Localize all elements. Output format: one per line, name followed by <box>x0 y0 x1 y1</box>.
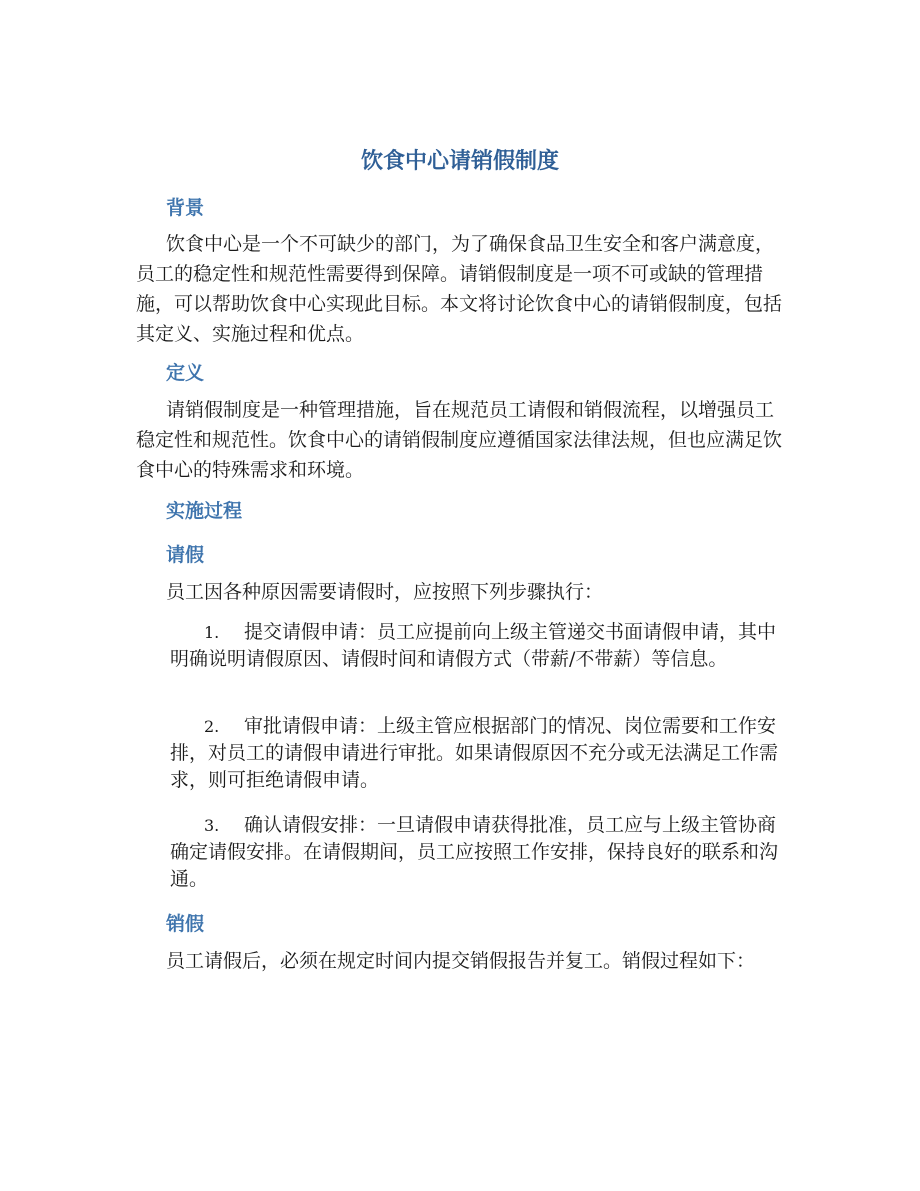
list-item <box>170 812 786 893</box>
list-item-number: 1. <box>204 623 220 642</box>
list-item-text: 提交请假申请：员工应提前向上级主管递交书面请假申请，其中明确说明请假原因、请假时间和请假方式（带薪/不带薪）等信息。 <box>170 621 777 670</box>
list-item <box>170 713 786 794</box>
list-item <box>170 619 786 673</box>
heading-leave: 请假 <box>166 544 205 566</box>
paragraph-return-intro: 员工请假后，必须在规定时间内提交销假报告并复工。销假过程如下： <box>166 950 756 972</box>
list-item-text: 审批请假申请：上级主管应根据部门的情况、岗位需要和工作安排，对员工的请假申请进行审批。如果请假原因不充分或无法满足工作需求，则可拒绝请假申请。 <box>170 715 779 791</box>
list-item-number: 3. <box>204 816 220 835</box>
heading-implementation: 实施过程 <box>166 500 243 522</box>
list-item-number: 2. <box>204 717 220 736</box>
heading-return: 销假 <box>166 913 205 935</box>
heading-background: 背景 <box>166 197 205 219</box>
paragraph-definition: 请销假制度是一种管理措施，旨在规范员工请假和销假流程，以增强员工稳定性和规范性。饮食中心的请销假制度应遵循国家法律法规，但也应满足饮食中心的特殊需求和环境。 <box>136 399 783 481</box>
heading-definition: 定义 <box>166 362 205 384</box>
paragraph-leave-intro: 员工因各种原因需要请假时，应按照下列步骤执行： <box>166 581 604 603</box>
list-item-text: 确认请假安排：一旦请假申请获得批准，员工应与上级主管协商确定请假安排。在请假期间，员工应按照工作安排，保持良好的联系和沟通。 <box>170 814 779 890</box>
paragraph-background: 饮食中心是一个不可缺少的部门，为了确保食品卫生安全和客户满意度，员工的稳定性和规范性需要得到保障。请销假制度是一项不可或缺的管理措施，可以帮助饮食中心实现此目标。本文将讨论饮食中心的请销假制度，包括其定义、实施过程和优点。 <box>136 233 783 345</box>
page-title: 饮食中心请销假制度 <box>360 149 559 174</box>
